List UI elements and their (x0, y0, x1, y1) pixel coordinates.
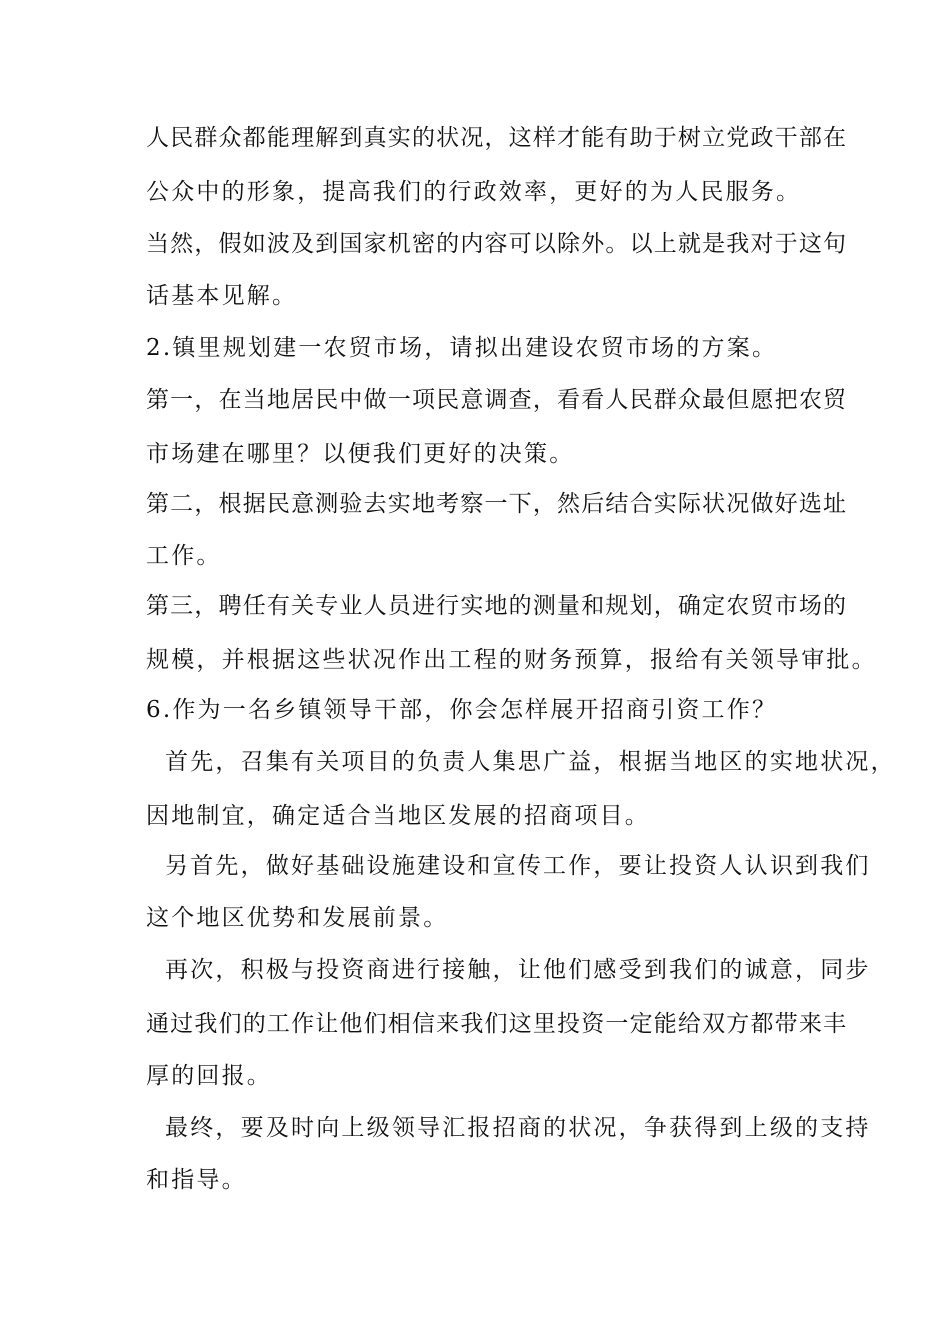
question-heading: 6.作为一名乡镇领导干部，你会怎样展开招商引资工作？ (146, 697, 778, 723)
text-line: 这个地区优势和发展前景。 (146, 905, 449, 931)
text-line: 通过我们的工作让他们相信来我们这里投资一定能给双方都带来丰 (146, 1011, 846, 1037)
text-line: 首先，召集有关项目的负责人集思广益，根据当地区的实地状况， (146, 749, 896, 775)
text-line: 第二，根据民意测验去实地考察一下，然后结合实际状况做好选址 (146, 491, 846, 517)
text-line: 工作。 (146, 543, 222, 569)
text-line: 第一，在当地居民中做一项民意调查，看看人民群众最但愿把农贸 (146, 387, 846, 413)
text-line: 话基本见解。 (146, 283, 298, 309)
text-line: 和指导。 (146, 1167, 247, 1193)
text-line: 市场建在哪里？以便我们更好的决策。 (146, 441, 575, 467)
text-line: 因地制宜，确定适合当地区发展的招商项目。 (146, 803, 650, 829)
text-line: 人民群众都能理解到真实的状况，这样才能有助于树立党政干部在 (146, 125, 846, 151)
text-line: 最终，要及时向上级领导汇报招商的状况，争获得到上级的支持 (146, 1115, 871, 1141)
text-line: 厚的回报。 (146, 1063, 272, 1089)
text-line: 当然，假如波及到国家机密的内容可以除外。以上就是我对于这句 (146, 231, 846, 257)
question-heading: 2.镇里规划建一农贸市场，请拟出建设农贸市场的方案。 (146, 335, 778, 361)
text-line: 第三，聘任有关专业人员进行实地的测量和规划，确定农贸市场的 (146, 593, 846, 619)
text-line: 规模，并根据这些状况作出工程的财务预算，报给有关领导审批。 (146, 647, 877, 673)
text-line: 另首先，做好基础设施建设和宣传工作，要让投资人认识到我们 (146, 853, 871, 879)
text-line: 再次，积极与投资商进行接触，让他们感受到我们的诚意，同步 (146, 957, 871, 983)
text-line: 公众中的形象，提高我们的行政效率，更好的为人民服务。 (146, 179, 802, 205)
